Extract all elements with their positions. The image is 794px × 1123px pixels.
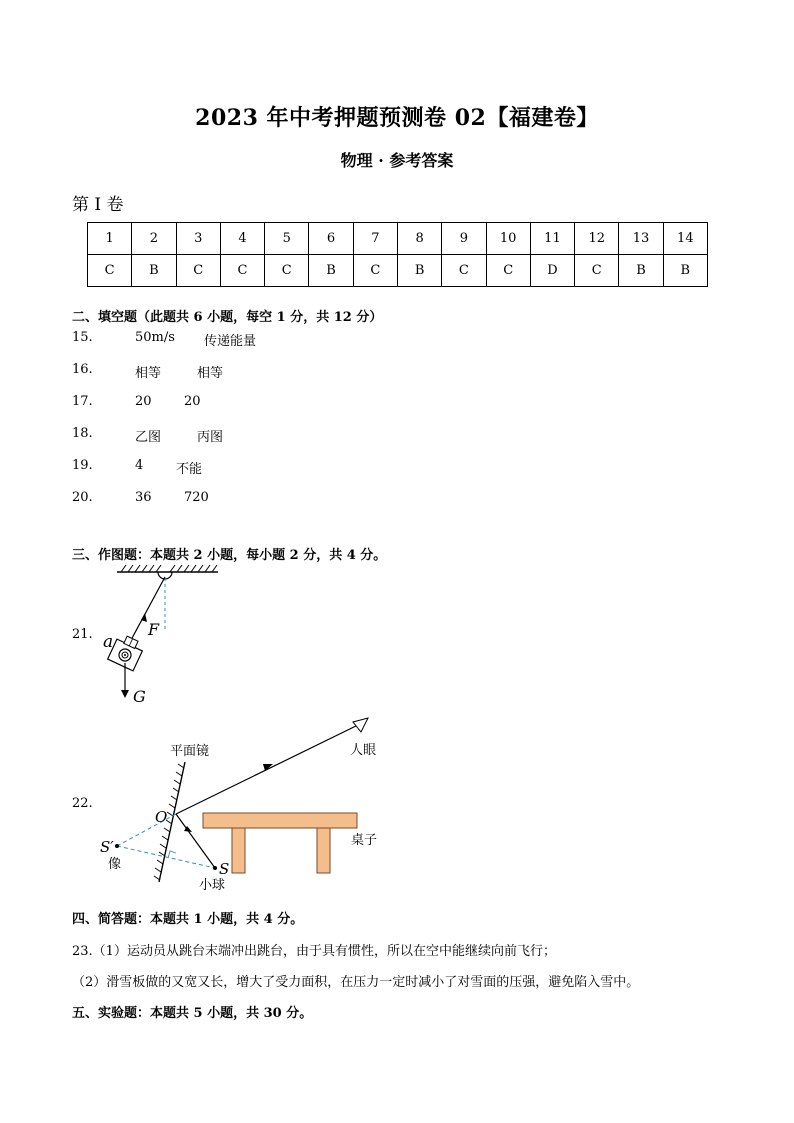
q23-line-1: 23.（1）运动员从跳台末端冲出跳台，由于具有惯性，所以在空中能继续向前飞行； [72, 944, 556, 959]
page-title: 2023 年中考押题预测卷 02【福建卷】 [195, 105, 599, 131]
label-S-image: S′ [100, 838, 114, 856]
page-subtitle: 物理 · 参考答案 [340, 151, 454, 170]
answer-cell: C [176, 255, 220, 287]
eye-icon [353, 718, 368, 732]
ball-point [213, 866, 217, 870]
answer-cell: C [575, 255, 619, 287]
fill-item-answer-b: 720 [184, 490, 209, 505]
label-mirror: 平面镜 [170, 744, 210, 759]
answer-cell: C [220, 255, 264, 287]
label-eye: 人眼 [350, 743, 377, 758]
fill-item-answer-b: 丙图 [197, 430, 224, 445]
right-angle-mark [168, 851, 176, 858]
camera-box [108, 633, 146, 671]
gravity-arrowhead [121, 690, 129, 698]
question-number-cell: 6 [309, 223, 353, 255]
fill-item-number: 17. [72, 394, 93, 409]
q22-reflection-diagram [95, 712, 405, 897]
question-number-cell: 12 [575, 223, 619, 255]
q23-line-2: （2）滑雪板做的又宽又长，增大了受力面积，在压力一定时减小了对雪面的压强，避免陷入雪中。 [72, 975, 640, 990]
fill-item-number: 18. [72, 426, 93, 441]
q21-force-diagram [95, 560, 235, 710]
label-G: G [133, 687, 146, 706]
question-number-cell: 8 [397, 223, 441, 255]
table-top [203, 813, 357, 828]
label-S: S [219, 860, 230, 878]
reflected-ray [176, 724, 360, 814]
fill-item-answer-a: 相等 [135, 366, 162, 381]
fill-item-answer-a: 乙图 [135, 430, 162, 445]
label-F: F [148, 620, 160, 639]
question-number-cell: 1 [88, 223, 132, 255]
table-leg-left [232, 828, 245, 873]
question-number-cell: 5 [265, 223, 309, 255]
fill-item-answer-b: 传递能量 [204, 334, 257, 349]
answer-cell: B [619, 255, 663, 287]
fill-item-number: 20. [72, 490, 93, 505]
answer-cell: C [88, 255, 132, 287]
question-number-cell: 9 [442, 223, 486, 255]
question-number-cell: 14 [663, 223, 707, 255]
table-leg-right [317, 828, 330, 873]
fill-item-answer-a: 4 [135, 458, 144, 473]
answer-cell: B [132, 255, 176, 287]
fill-item-answer-a: 50m/s [135, 330, 175, 345]
question-number-cell: 3 [176, 223, 220, 255]
question-number-cell: 7 [353, 223, 397, 255]
question-number-cell: 4 [220, 223, 264, 255]
question-number-cell: 11 [530, 223, 574, 255]
answer-cell: B [663, 255, 707, 287]
q21-number: 21. [72, 627, 93, 642]
fill-item-answer-a: 20 [135, 394, 152, 409]
question-number-cell: 2 [132, 223, 176, 255]
fill-item-number: 15. [72, 330, 93, 345]
question-number-cell: 13 [619, 223, 663, 255]
drawing-section-heading: 三、作图题：本题共 2 小题，每小题 2 分，共 4 分。 [72, 548, 387, 563]
answer-cell: D [530, 255, 574, 287]
fill-item-answer-a: 36 [135, 490, 152, 505]
q22-number: 22. [72, 796, 93, 811]
fill-item-answer-b: 20 [184, 394, 201, 409]
answer-cell: C [265, 255, 309, 287]
answer-cell: C [353, 255, 397, 287]
experiment-section-heading: 五、实验题：本题共 5 小题，共 30 分。 [72, 1006, 313, 1021]
fill-item-answer-b: 不能 [176, 462, 203, 477]
label-image: 像 [108, 857, 122, 872]
answer-cell: C [442, 255, 486, 287]
fill-item-number: 19. [72, 458, 93, 473]
ceiling-hatch [121, 565, 217, 572]
answer-table-numbers-row [88, 223, 708, 255]
image-point [115, 844, 119, 848]
question-number-cell: 10 [486, 223, 530, 255]
fill-item-number: 16. [72, 362, 93, 377]
part-label: 第 I 卷 [72, 195, 124, 215]
label-O: O [155, 808, 168, 826]
answer-cell: B [309, 255, 353, 287]
answer-cell: B [397, 255, 441, 287]
fill-item-answer-b: 相等 [197, 366, 224, 381]
answer-cell: C [486, 255, 530, 287]
short-section-heading: 四、简答题：本题共 1 小题，共 4 分。 [72, 912, 304, 927]
label-a: a [103, 632, 114, 652]
answer-table [87, 222, 708, 287]
label-table: 桌子 [351, 833, 378, 848]
label-ball: 小球 [199, 878, 226, 893]
answer-table-answers-row [88, 255, 708, 287]
fill-section-heading: 二、填空题（此题共 6 小题，每空 1 分，共 12 分） [72, 310, 383, 325]
